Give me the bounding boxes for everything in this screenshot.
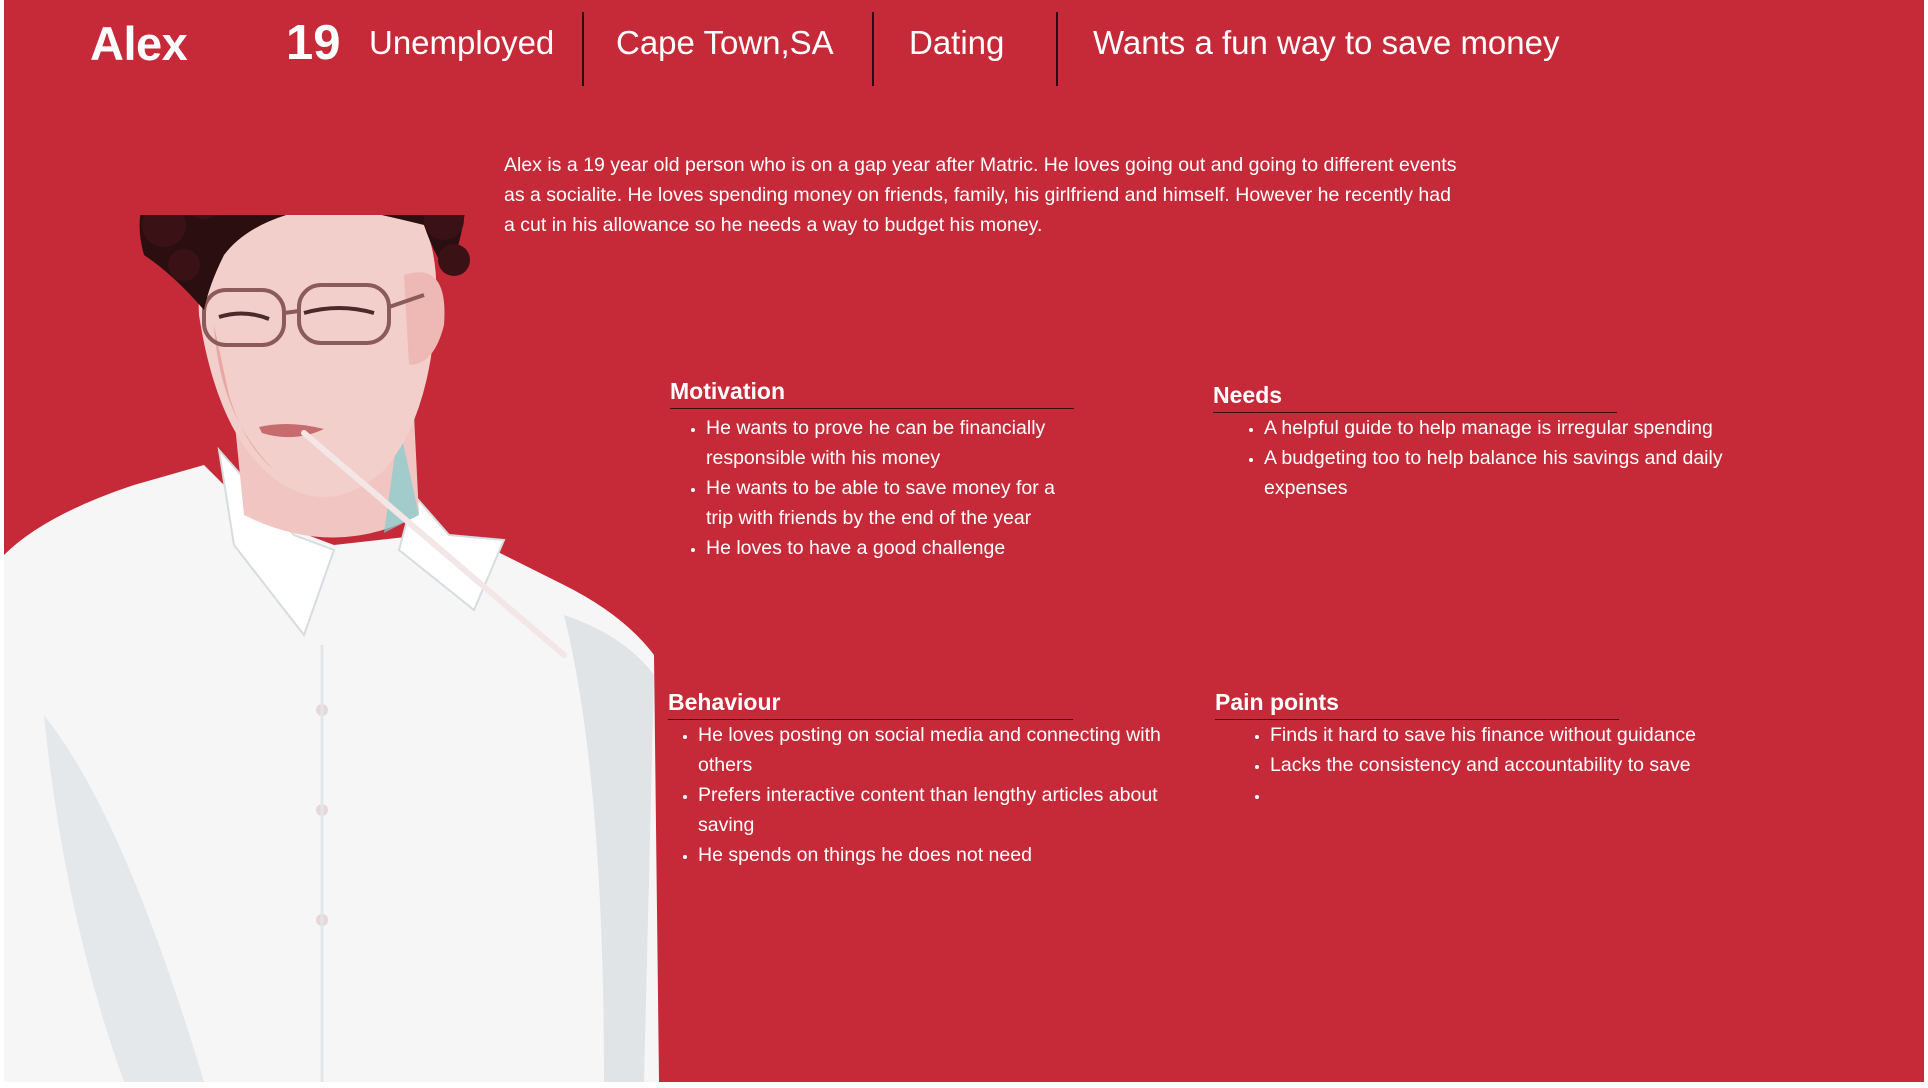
pain-points-list [1215, 720, 1775, 810]
persona-photo [4, 215, 664, 1082]
list-item [1270, 780, 1775, 810]
pain-points-title: Pain points [1215, 687, 1619, 720]
list-item: • He wants to prove he can be financially responsible with his money [706, 413, 1074, 473]
persona-name: Alex [90, 16, 188, 70]
persona-age: 19 [286, 16, 341, 70]
list-item: • He spends on things he does not need [698, 840, 1168, 870]
pain-points-section [1215, 687, 1775, 810]
persona-card [4, 0, 1924, 1082]
list-item: • He wants to be able to save money for a trip with friends by the end of the year [706, 473, 1074, 533]
persona-bio: Alex is a 19 year old person who is on a gap year after Matric. He loves going out and going to different events as a socialite. He loves spending money on friends, family, his girlfriend and himself. However he recently had a cut in his allowance so he needs a way to budget his money. [504, 154, 1457, 236]
persona-location: Cape Town,SA [616, 24, 834, 61]
list-item: • A budgeting too to help balance his savings and daily expenses [1264, 443, 1773, 503]
header-divider [582, 12, 584, 86]
motivation-title: Motivation [670, 376, 1074, 409]
header-divider [872, 12, 874, 86]
list-item: • He loves posting on social media and connecting with others [698, 720, 1168, 780]
persona-goal: Wants a fun way to save money [1093, 24, 1560, 61]
motivation-section [670, 376, 1074, 563]
persona-relationship: Dating [909, 24, 1005, 61]
list-item: • Finds it hard to save his finance without guidance [1270, 720, 1775, 750]
behaviour-list [668, 720, 1168, 870]
behaviour-section [668, 687, 1168, 870]
list-item: • He loves to have a good challenge [706, 533, 1074, 563]
list-item: • Prefers interactive content than lengthy articles about saving [698, 780, 1168, 840]
behaviour-title: Behaviour [668, 687, 1073, 720]
list-item: • Lacks the consistency and accountability to save [1270, 750, 1775, 780]
persona-occupation: Unemployed [369, 24, 555, 61]
needs-list [1213, 413, 1773, 503]
list-item: • A helpful guide to help manage is irregular spending [1264, 413, 1773, 443]
needs-title: Needs [1213, 380, 1617, 413]
header-divider [1056, 12, 1058, 86]
motivation-list [670, 413, 1074, 563]
needs-section [1213, 380, 1773, 503]
